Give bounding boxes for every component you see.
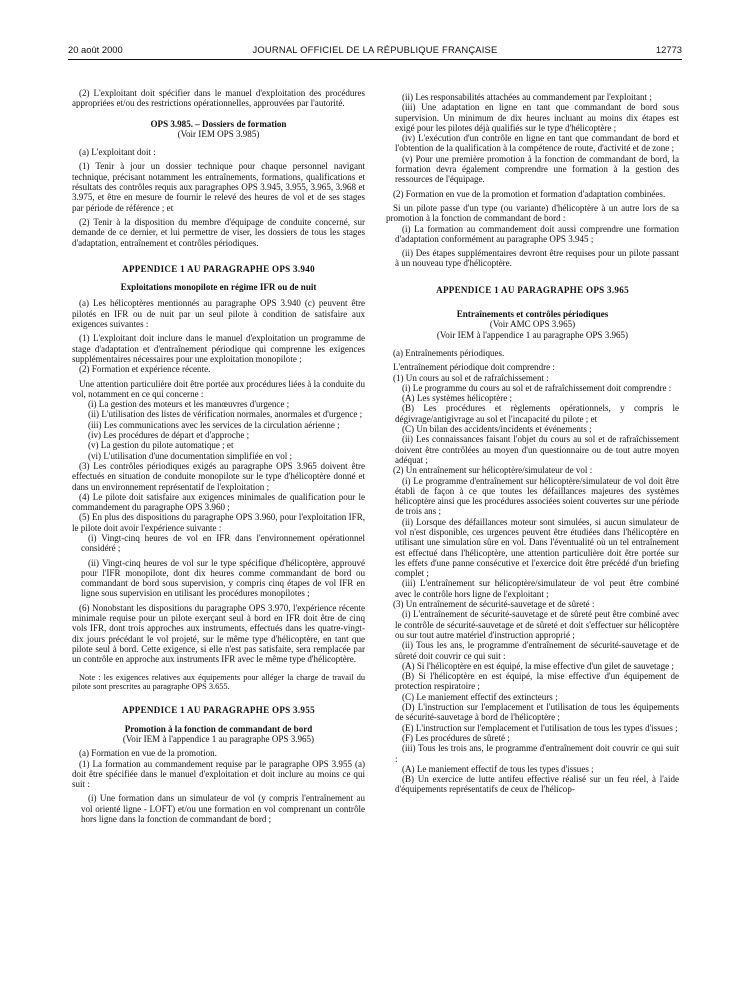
appendix-reference: (Voir IEM à l'appendice 1 au paragraphe OPS 3.965) — [122, 733, 315, 744]
paragraph: L'entraînement périodique doit comprendre : — [393, 362, 555, 373]
paragraph: (1) La formation au commandement requise par le paragraphe OPS 3.955 (a) doit être spécifiée dans le manuel d'exploitation et doit inclure au moins ce qui suit : — [72, 758, 365, 790]
list-item: (D) L'instruction sur l'emplacement et l'utilisation de tous les équipements de sécurité-sauvetage à bord de l'hélicoptère ; — [395, 702, 679, 723]
paragraph: (2) Un entraînement sur hélicoptère/simulateur de vol : — [393, 465, 593, 476]
header-journal-title: JOURNAL OFFICIEL DE LA RÉPUBLIQUE FRANÇAISE — [252, 44, 498, 55]
paragraph: (a) Formation en vue de la promotion. — [79, 748, 217, 759]
list-item: (i) Une formation dans un simulateur de vol (y compris l'entraînement au vol orienté ligne - LOFT) et/ou une formation en vol comprenant un contrôle hors ligne dans la fonction de commandant de bord ; — [81, 793, 365, 825]
list-item: (iii) Tous les trois ans, le programme d'entraînement doit couvrir ce qui suit : — [395, 743, 679, 764]
header-page-number: 12773 — [655, 44, 682, 55]
paragraph: (2) Formation et expérience récente. — [79, 364, 211, 375]
paragraph: (1) Tenir à jour un dossier technique pour chaque personnel navigant technique, précisant notamment les entraînements, formations, qualifications et résultats des contrôles requis aux paragraphes OPS 3.945, 3.955, 3.965, 3.968 et 3.975, et être en mesure de fournir le relevé des heures de vol et de ses stages par période de référence ; et — [72, 161, 365, 213]
list-item: (A) Les systèmes hélicoptère ; — [402, 393, 513, 404]
list-item: (i) Le programme d'entraînement sur hélicoptère/simulateur de vol doit être établi de façon à ce que toutes les défaillances majeures des systèmes hélicoptère ainsi que les procédures associées soient couvertes sur une période de trois ans ; — [395, 475, 679, 517]
paragraph: (a) Les hélicoptères mentionnés au paragraphe OPS 3.940 (c) peuvent être pilotés en IFR ou de nuit par un seul pilote à condition de satisfaire aux exigences suivantes : — [72, 298, 365, 330]
list-item: (i) Vingt-cinq heures de vol en IFR dans l'environnement opérationnel considéré ; — [81, 532, 365, 554]
list-item: (iii) Une adaptation en ligne en tant que commandant de bord sous supervision. Un minimum de dix heures incluant au moins dix étapes est exigé pour les pilotes déjà qualifiés sur le type d'hélicoptère ; — [395, 102, 679, 133]
appendix-reference: (Voir AMC OPS 3.965) — [489, 319, 576, 330]
paragraph: (3) Les contrôles périodiques exigés au paragraphe OPS 3.965 doivent être effectués en situation de conduite monopilote sur le type d'hélicoptère donné et dans un environnement représentatif de l'exploitation ; — [72, 460, 365, 492]
list-item: (i) La formation au commandement doit aussi comprendre une formation d'adaptation conformément au paragraphe OPS 3.945 ; — [395, 223, 679, 244]
appendix-subtitle: Exploitations monopilote en régime IFR ou de nuit — [120, 282, 317, 293]
header-rule — [68, 59, 682, 60]
left-column — [72, 88, 365, 973]
list-item: (ii) Tous les ans, le programme d'entraînement de sécurité-sauvetage et de sûreté doit couvrir ce qui suit : — [395, 640, 679, 661]
header-date: 20 août 2000 — [68, 44, 123, 55]
appendix-title-ops-3955: APPENDICE 1 AU PARAGRAPHE OPS 3.955 — [122, 705, 315, 716]
list-item: (ii) Des étapes supplémentaires devront être requises pour un pilote passant à un nouveau type d'hélicoptère. — [395, 248, 679, 269]
section-reference: (Voir IEM OPS 3.985) — [177, 128, 260, 139]
list-item: (A) Si l'hélicoptère en est équipé, la mise effective d'un gilet de sauvetage ; — [402, 660, 674, 671]
list-item: (E) L'instruction sur l'emplacement et l'utilisation de tous les types d'issues ; — [402, 722, 678, 733]
list-item: (F) Les procédures de sûreté ; — [402, 732, 510, 743]
paragraph: (5) En plus des dispositions du paragraphe OPS 3.960, pour l'exploitation IFR, le pilote doit avoir l'expérience suivante : — [72, 512, 365, 533]
list-item: (C) Le maniement effectif des extincteurs ; — [402, 691, 558, 702]
paragraph: (2) L'exploitant doit spécifier dans le manuel d'exploitation des procédures appropriées et/ou des restrictions opérationnelles, approuvées par l'autorité. — [72, 88, 365, 109]
paragraph: Si un pilote passe d'un type (ou variante) d'hélicoptère à un autre lors de sa promotion à la fonction de commandant de bord : — [386, 202, 679, 224]
list-item: (C) Un bilan des accidents/incidents et événements ; — [402, 424, 592, 435]
list-item: (i) Le programme du cours au sol et de rafraîchissement doit comprendre : — [402, 382, 672, 393]
paragraph: (4) Le pilote doit satisfaire aux exigences minimales de qualification pour le commandement du paragraphe OPS 3.960 ; — [72, 491, 365, 513]
list-item: (iv) L'exécution d'un contrôle en ligne en tant que commandant de bord et l'obtention de la qualification à la compétence de route, d'activité et de zone ; — [395, 133, 679, 154]
appendix-title-ops-3940: APPENDICE 1 AU PARAGRAPHE OPS 3.940 — [122, 263, 315, 274]
list-item: (v) La gestion du pilote automatique ; et — [88, 440, 234, 451]
list-item: (ii) Les responsabilités attachées au commandement par l'exploitant ; — [402, 92, 652, 102]
page-header — [68, 44, 682, 58]
right-column — [386, 92, 679, 982]
list-item: (B) Si l'hélicoptère en est équipé, la mise effective d'un équipement de protection respiratoire ; — [395, 671, 679, 692]
list-item: (A) Le maniement effectif de tous les types d'issues ; — [402, 763, 594, 774]
paragraph: (2) Formation en vue de la promotion et formation d'adaptation combinées. — [393, 188, 666, 199]
list-item: (iii) Les communications avec les services de la circulation aérienne ; — [88, 419, 340, 430]
paragraph: Une attention particulière doit être portée aux procédures liées à la conduite du vol, notamment en ce qui concerne : — [72, 378, 365, 399]
list-item: (ii) Les connaissances faisant l'objet du cours au sol et de rafraîchissement doivent être contrôlées au moyen d'un questionnaire ou de tout autre moyen adéquat ; — [395, 434, 679, 465]
list-item: (ii) Vingt-cinq heures de vol sur le type spécifique d'hélicoptère, approuvé pour l'IFR monopilote, dont dix heures comme commandant de bord ou commandant de bord sous supervision, y compris cinq étapes de vol IFR en ligne sous supervision en utilisant les procédures monopilotes ; — [81, 557, 365, 599]
list-item: (i) La gestion des moteurs et les manœuvres d'urgence ; — [88, 399, 290, 410]
paragraph: (2) Tenir à la disposition du membre d'équipage de conduite concerné, sur demande de ce dernier, et lui permettre de viser, les dossiers de tous les stages d'adaptation, entraînement et contrôles périodiques. — [72, 216, 365, 248]
note: Note : les exigences relatives aux équipements pour alléger la charge de travail du pilote sont prescrites au paragraphe OPS 3.655. — [72, 672, 365, 691]
list-item: (iv) Les procédures de départ et d'approche ; — [88, 430, 250, 441]
paragraph: (1) Un cours au sol et de rafraîchissement : — [393, 372, 549, 383]
paragraph: (a) L'exploitant doit : — [79, 147, 156, 158]
appendix-title-ops-3965: APPENDICE 1 AU PARAGRAPHE OPS 3.965 — [436, 284, 629, 295]
section-title-ops-3985: OPS 3.985. – Dossiers de formation — [150, 118, 287, 129]
list-item: (B) Les procédures et règlements opérationnels, y compris le dégivrage/antigivrage au sol et l'incapacité du pilote ; et — [395, 403, 679, 424]
list-item: (ii) L'utilisation des listes de vérification normales, anormales et d'urgence ; — [88, 409, 363, 420]
list-item: (i) L'entraînement de sécurité-sauvetage et de sûreté peut être combiné avec le contrôle de sécurité-sauvetage et de sûreté et doit s'effectuer sur hélicoptère ou sur tout autre matériel d'instruction approprié ; — [395, 609, 679, 640]
paragraph: (3) Un entraînement de sécurité-sauvetage et de sûreté : — [393, 599, 595, 610]
paragraph: (1) L'exploitant doit inclure dans le manuel d'exploitation un programme de stage d'adaptation et d'entraînement périodique qui comprenne les exigences supplémentaires nécessaires pour une exploitation monopilote ; — [72, 333, 365, 364]
paragraph: (a) Entraînements périodiques. — [393, 347, 505, 358]
list-item: (B) Un exercice de lutte antifeu effective réalisé sur un feu réel, à l'aide d'équipements représentatifs de ceux de l'hélicop- — [395, 774, 679, 795]
list-item: (vi) L'utilisation d'une documentation simplifiée en vol ; — [88, 450, 293, 461]
appendix-subtitle: Promotion à la fonction de commandant de bord — [124, 723, 313, 734]
appendix-reference: (Voir IEM à l'appendice 1 au paragraphe OPS 3.965) — [436, 329, 629, 340]
appendix-subtitle: Entraînements et contrôles périodiques — [456, 309, 609, 320]
list-item: (v) Pour une première promotion à la fonction de commandant de bord, la formation devra également comprendre une formation à la gestion des ressources de l'équipage. — [395, 153, 679, 185]
list-item: (ii) Lorsque des défaillances moteur sont simulées, si aucun simulateur de vol n'est disponible, ces urgences peuvent être étudiées dans l'hélicoptère en utilisant une simulation sûre en vol. Dans l'éventualité où un tel entraînement est effectué dans l'hélicoptère, une attention particulière doit être portée sur les effets d'une panne consécutive et l'exercice doit être précédé d'un briefing complet ; — [395, 516, 679, 579]
list-item: (iii) L'entraînement sur hélicoptère/simulateur de vol peut être combiné avec le contrôle hors ligne de l'exploitant ; — [395, 578, 679, 599]
paragraph: (6) Nonobstant les dispositions du paragraphe OPS 3.970, l'expérience récente minimale requise pour un pilote exerçant seul à bord en IFR doit être de cinq vols IFR, dont trois approches aux instruments, effectués dans les quatre-vingt-dix jours précédant le vol projeté, sur le même type d'hélicoptère, en tant que pilote seul à bord. Cette exigence, si elle n'est pas satisfaite, sera remplacée par un contrôle en approche aux instruments IFR avec le même type d'hélicoptère. — [72, 602, 365, 665]
